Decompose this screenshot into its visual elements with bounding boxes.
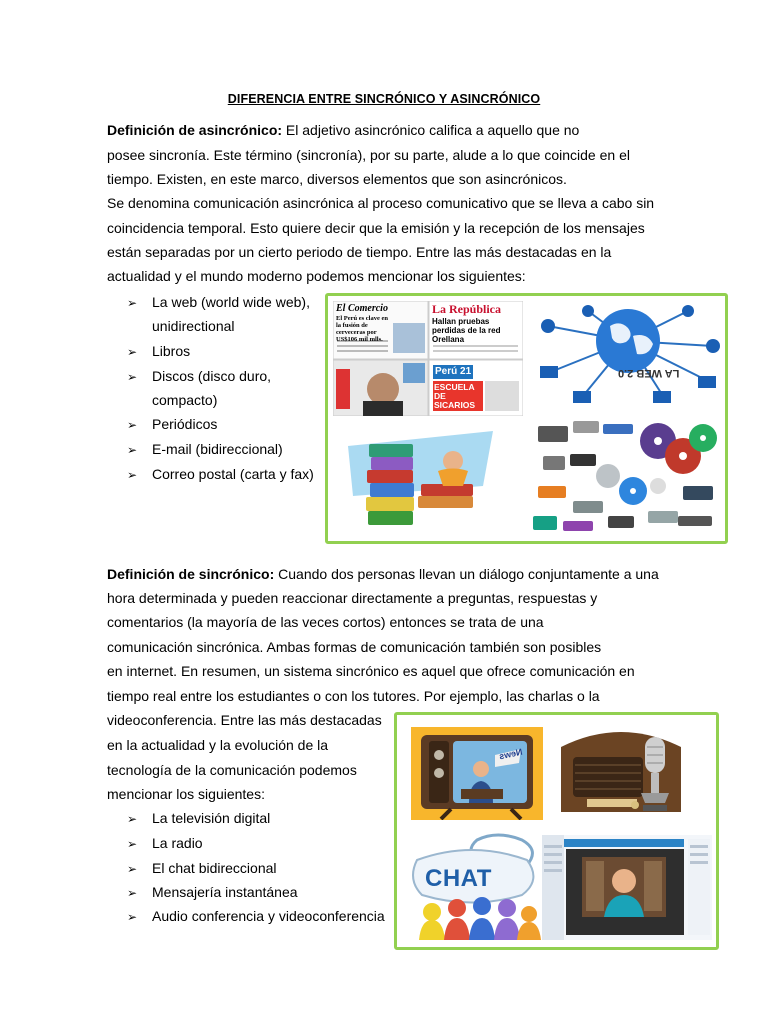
async-bullet-email: ➢ E-mail (bidireccional) xyxy=(127,441,283,457)
sync-paragraph-line: tecnología de la comunicación podemos xyxy=(107,762,357,778)
async-definition-line-1: Definición de asincrónico: El adjetivo asincrónico califica a aquello que no xyxy=(107,122,580,138)
async-paragraph-line: posee sincronía. Este término (sincronía), por su parte, alude a lo que coincide en el xyxy=(107,147,630,163)
arrow-bullet-icon: ➢ xyxy=(127,418,138,432)
async-paragraph-line: actualidad y el mundo moderno podemos mencionar los siguientes: xyxy=(107,268,526,284)
newspaper-la-republica-headline: Hallan pruebas perdidas de la red Orellana xyxy=(432,317,501,344)
web-label: LA WEB 2.0 xyxy=(618,367,680,379)
async-bullet-books: ➢ Libros xyxy=(127,343,191,359)
arrow-bullet-icon: ➢ xyxy=(127,370,138,384)
newspaper-el-comercio-masthead: El Comercio xyxy=(336,303,388,314)
television-image xyxy=(411,727,543,820)
arrow-bullet-icon: ➢ xyxy=(127,443,138,457)
radio-microphone-image xyxy=(557,727,692,820)
async-bullet-discs-cont: compacto) xyxy=(152,392,218,408)
sync-bullet-im: ➢ Mensajería instantánea xyxy=(127,884,298,900)
newspapers-image xyxy=(333,301,523,416)
sync-paragraph-line: comunicación sincrónica. Ambas formas de comunicación también son posibles xyxy=(107,639,602,655)
chat-image xyxy=(407,830,542,940)
arrow-bullet-icon: ➢ xyxy=(127,468,138,482)
async-paragraph-line: están separadas por un cierto periodo de tiempo. Entre las más destacadas en la xyxy=(107,244,612,260)
sync-bullet-radio: ➢ La radio xyxy=(127,835,203,851)
videoconference-image xyxy=(542,835,712,940)
arrow-bullet-icon: ➢ xyxy=(127,910,138,924)
async-paragraph-line: tiempo. Existen, en este marco, diversos elementos que son asincrónicos. xyxy=(107,171,567,187)
async-paragraph-line: Se denomina comunicación asincrónica al proceso comunicativo que se lleva a cabo sin xyxy=(107,195,655,211)
sync-bullet-tv: ➢ La televisión digital xyxy=(127,810,271,826)
arrow-bullet-icon: ➢ xyxy=(127,837,138,851)
sync-paragraph-line: en la actualidad y la evolución de la xyxy=(107,737,329,753)
document-title: DIFERENCIA ENTRE SINCRÓNICO Y ASINCRÓNICO xyxy=(227,92,541,106)
sync-term: Definición de sincrónico: xyxy=(107,566,275,582)
sync-paragraph-line: mencionar los siguientes: xyxy=(107,786,265,802)
sync-paragraph-line: tiempo real entre los estudiantes o con los tutores. Por ejemplo, las charlas o la xyxy=(107,688,600,704)
async-paragraph-line: coincidencia temporal. Esto quiere decir que la emisión y la recepción de los mensajes xyxy=(107,220,645,236)
async-bullet-postal: ➢ Correo postal (carta y fax) xyxy=(127,466,314,482)
sync-paragraph-line: en internet. En resumen, un sistema sincrónico es aquel que ofrece comunicación en xyxy=(107,663,635,679)
async-images-frame xyxy=(325,293,728,544)
books-image xyxy=(343,426,503,541)
sync-paragraph-line: videoconferencia. Entre las más destacadas xyxy=(107,712,382,728)
tv-news-label: News xyxy=(498,746,524,762)
chat-label: CHAT xyxy=(425,865,492,892)
sync-paragraph-line: hora determinada y pueden reaccionar directamente a preguntas, respuestas y xyxy=(107,590,598,606)
async-bullet-web-cont: unidirectional xyxy=(152,318,235,334)
async-bullet-newspapers: ➢ Periódicos xyxy=(127,416,218,432)
sync-definition-line-1: Definición de sincrónico: Cuando dos personas llevan un diálogo conjuntamente a una xyxy=(107,566,659,582)
newspaper-el-comercio-headline: El Perú es clave en la fusión de cerveceras por US$106 mil mlls. xyxy=(336,315,388,343)
arrow-bullet-icon: ➢ xyxy=(127,345,138,359)
arrow-bullet-icon: ➢ xyxy=(127,296,138,310)
async-bullet-discs: ➢ Discos (disco duro, xyxy=(127,368,272,384)
sync-bullet-conference: ➢ Audio conferencia y videoconferencia xyxy=(127,908,385,924)
newspaper-peru21-headline: ESCUELA DE SICARIOS xyxy=(434,382,476,410)
async-bullet-web: ➢ La web (world wide web), xyxy=(127,294,310,310)
async-term: Definición de asincrónico: xyxy=(107,122,283,138)
sync-paragraph-line: comentarios (la mayoría de las veces cortos) entonces se trata de una xyxy=(107,614,544,630)
newspaper-peru21-masthead: Perú 21 xyxy=(435,366,472,377)
sync-bullet-chat: ➢ El chat bidireccional xyxy=(127,860,277,876)
discs-media-image xyxy=(528,416,723,541)
newspaper-la-republica-masthead: La República xyxy=(432,302,502,316)
arrow-bullet-icon: ➢ xyxy=(127,886,138,900)
web-network-image xyxy=(528,296,726,411)
arrow-bullet-icon: ➢ xyxy=(127,862,138,876)
arrow-bullet-icon: ➢ xyxy=(127,812,138,826)
sync-images-frame xyxy=(394,712,719,950)
